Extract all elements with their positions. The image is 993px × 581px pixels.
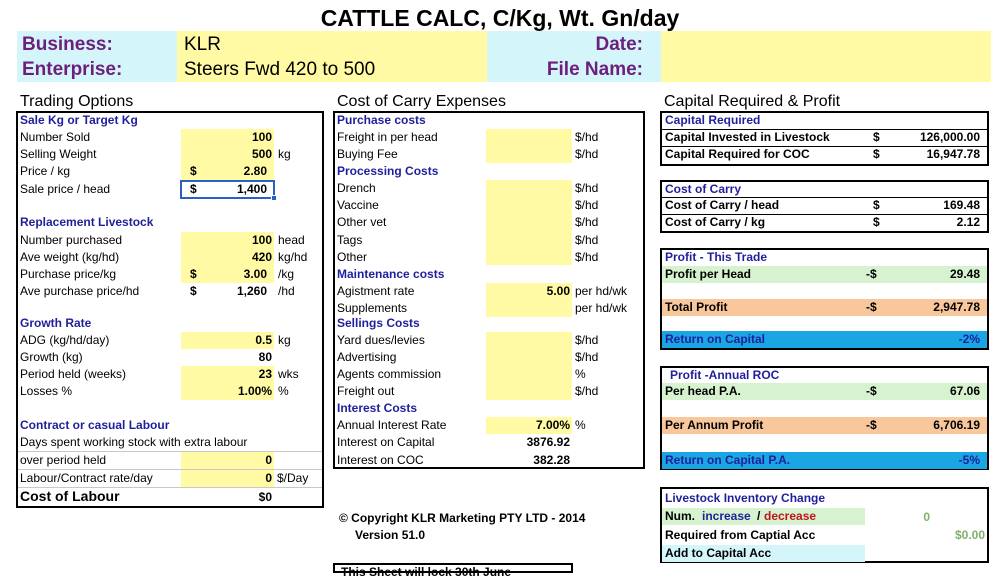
- price-kg-label: Price / kg: [20, 164, 71, 178]
- required-value: $0.00: [954, 528, 985, 542]
- agistment-unit: per hd/wk: [575, 284, 628, 298]
- price-kg-input[interactable]: 2.80: [243, 164, 267, 178]
- period-unit: wks: [278, 367, 299, 381]
- sale-head-value: 1,400: [236, 182, 267, 196]
- profit-annual-heading: Profit -Annual ROC: [670, 368, 780, 382]
- drench-unit: $/hd: [575, 181, 599, 195]
- carry-head-label: Cost of Carry / head: [665, 198, 780, 212]
- purchase-price-unit: /kg: [278, 267, 295, 281]
- inventory-heading: Livestock Inventory Change: [665, 491, 826, 505]
- buying-fee-unit: $/hd: [575, 147, 599, 161]
- business-value[interactable]: KLR: [184, 34, 221, 55]
- other-vet-unit: $/hd: [575, 215, 599, 229]
- yard-label: Yard dues/levies: [337, 333, 425, 347]
- coc-capital-label: Capital Required for COC: [665, 147, 810, 161]
- capital-profit-heading: Capital Required & Profit: [664, 93, 841, 110]
- add-capital-label: Add to Capital Acc: [665, 546, 772, 560]
- purchase-price-currency: $: [190, 267, 197, 281]
- carry-kg-currency: $: [873, 215, 880, 229]
- agents-label: Agents commission: [337, 367, 442, 381]
- replacement-heading: Replacement Livestock: [20, 215, 154, 229]
- interest-capital-label: Interest on Capital: [337, 435, 435, 449]
- date-field[interactable]: [661, 33, 989, 56]
- number-sold-input[interactable]: 100: [251, 130, 272, 144]
- adg-label: ADG (kg/hd/day): [20, 333, 110, 347]
- purchase-price-label: Purchase price/kg: [20, 267, 117, 281]
- selling-weight-label: Selling Weight: [20, 147, 97, 161]
- vaccine-label: Vaccine: [337, 198, 379, 212]
- inventory-num-value: 0: [923, 510, 930, 524]
- tags-unit: $/hd: [575, 233, 599, 247]
- coc-capital-currency: $: [873, 147, 880, 161]
- cost-labour-value: $0: [258, 490, 272, 504]
- number-purchased-input[interactable]: 100: [251, 233, 272, 247]
- per-head-pa-currency: -$: [866, 384, 877, 398]
- losses-unit: %: [278, 384, 289, 398]
- page-title: CATTLE CALC, C/Kg, Wt. Gn/day: [320, 5, 680, 31]
- growth-value: 80: [258, 350, 272, 364]
- total-profit-label: Total Profit: [665, 300, 728, 314]
- carry-head-currency: $: [873, 198, 880, 212]
- growth-heading: Growth Rate: [20, 316, 92, 330]
- agents-input[interactable]: [486, 366, 572, 383]
- ave-purchase-label: Ave purchase price/hd: [20, 284, 140, 298]
- ave-purchase-unit: /hd: [278, 284, 295, 298]
- period-label: Period held (weeks): [20, 367, 127, 381]
- date-label: Date:: [595, 34, 643, 55]
- profit-trade-heading: Profit - This Trade: [665, 250, 768, 264]
- other-vet-input[interactable]: [486, 214, 572, 231]
- profit-head-label: Profit per Head: [665, 267, 752, 281]
- number-purchased-unit: head: [278, 233, 305, 247]
- carry-kg-label: Cost of Carry / kg: [665, 215, 766, 229]
- ave-weight-input[interactable]: 420: [251, 250, 272, 264]
- annual-rate-unit: %: [575, 418, 586, 432]
- tags-label: Tags: [337, 233, 363, 247]
- interest-capital-value: 3876.92: [526, 435, 570, 449]
- price-kg-currency: $: [190, 164, 197, 178]
- drench-input[interactable]: [486, 180, 572, 197]
- advertising-input[interactable]: [486, 349, 572, 366]
- buying-fee-label: Buying Fee: [337, 147, 398, 161]
- tags-input[interactable]: [486, 232, 572, 249]
- number-sold-label: Number Sold: [20, 130, 91, 144]
- freight-in-label: Freight in per head: [337, 130, 438, 144]
- losses-label: Losses %: [20, 384, 73, 398]
- filename-field[interactable]: [661, 58, 989, 81]
- supplements-unit: per hd/wk: [575, 301, 628, 315]
- total-profit-currency: -$: [866, 300, 877, 314]
- yard-unit: $/hd: [575, 333, 599, 347]
- interest-heading: Interest Costs: [337, 401, 418, 415]
- business-label: Business:: [22, 34, 113, 55]
- freight-out-label: Freight out: [337, 384, 395, 398]
- profit-head-value: 29.48: [949, 267, 980, 281]
- inventory-slash: /: [757, 509, 761, 523]
- cost-of-carry-heading: Cost of Carry Expenses: [337, 93, 506, 110]
- advertising-label: Advertising: [337, 350, 397, 364]
- purchase-price-input[interactable]: 3.00: [243, 267, 267, 281]
- sale-head-label: Sale price / head: [20, 182, 111, 196]
- ave-weight-label: Ave weight (kg/hd): [20, 250, 120, 264]
- sellings-heading: Sellings Costs: [337, 316, 420, 330]
- annual-rate-label: Annual Interest Rate: [337, 418, 447, 432]
- roc-pa-label: Return on Capital P.A.: [665, 453, 791, 467]
- drench-label: Drench: [337, 181, 376, 195]
- annual-rate-input[interactable]: 7.00%: [535, 418, 570, 432]
- capital-required-heading: Capital Required: [665, 113, 761, 127]
- profit-head-currency: -$: [866, 267, 877, 281]
- ave-weight-unit: kg/hd: [278, 250, 308, 264]
- period-input[interactable]: 23: [258, 367, 272, 381]
- freight-out-input[interactable]: [486, 383, 572, 400]
- losses-input[interactable]: 1.00%: [237, 384, 272, 398]
- freight-out-unit: $/hd: [575, 384, 599, 398]
- inventory-increase-label: increase: [702, 509, 751, 523]
- cost-carry-heading: Cost of Carry: [665, 182, 742, 196]
- roc-label: Return on Capital: [665, 332, 766, 346]
- invested-currency: $: [873, 130, 880, 144]
- supplements-input[interactable]: [486, 300, 572, 317]
- number-purchased-label: Number purchased: [20, 233, 123, 247]
- ave-purchase-value: 1,260: [236, 284, 267, 298]
- interest-coc-label: Interest on COC: [337, 453, 424, 467]
- labour-rate-input[interactable]: 0: [265, 471, 272, 485]
- invested-label: Capital Invested in Livestock: [665, 130, 830, 144]
- per-annum-value: 6,706.19: [933, 418, 980, 432]
- total-profit-value: 2,947.78: [933, 300, 980, 314]
- yard-input[interactable]: [486, 332, 572, 349]
- invested-value: 126,000.00: [919, 130, 980, 144]
- interest-coc-value: 382.28: [533, 453, 570, 467]
- other-unit: $/hd: [575, 250, 599, 264]
- adg-unit: kg: [278, 333, 291, 347]
- agistment-label: Agistment rate: [337, 284, 415, 298]
- over-period-input[interactable]: 0: [265, 453, 272, 467]
- enterprise-label: Enterprise:: [22, 59, 123, 80]
- growth-label: Growth (kg): [20, 350, 83, 364]
- labour-heading: Contract or casual Labour: [20, 418, 170, 432]
- selling-weight-input[interactable]: 500: [251, 147, 272, 161]
- advertising-unit: $/hd: [575, 350, 599, 364]
- processing-heading: Processing Costs: [337, 164, 439, 178]
- vaccine-input[interactable]: [486, 197, 572, 214]
- agents-unit: %: [575, 367, 586, 381]
- lock-notice-box: [333, 563, 573, 579]
- lock-notice-text: This Sheet will lock 30th June: [341, 565, 512, 579]
- other-label: Other: [337, 250, 368, 264]
- selling-weight-unit: kg: [278, 147, 291, 161]
- over-period-label: over period held: [20, 453, 107, 467]
- carry-head-value: 169.48: [943, 198, 980, 212]
- labour-rate-label: Labour/Contract rate/day: [20, 471, 153, 485]
- per-head-pa-value: 67.06: [949, 384, 980, 398]
- vaccine-unit: $/hd: [575, 198, 599, 212]
- purchase-costs-heading: Purchase costs: [337, 113, 426, 127]
- buying-fee-input[interactable]: [486, 146, 572, 163]
- other-vet-label: Other vet: [337, 215, 387, 229]
- enterprise-value[interactable]: Steers Fwd 420 to 500: [184, 59, 376, 80]
- labour-rate-unit: $/Day: [277, 471, 309, 485]
- maintenance-heading: Maintenance costs: [337, 267, 445, 281]
- version-text: Version 51.0: [355, 528, 426, 542]
- sale-heading: Sale Kg or Target Kg: [20, 113, 138, 127]
- days-label: Days spent working stock with extra labour: [20, 435, 248, 449]
- per-head-pa-label: Per head P.A.: [665, 384, 741, 398]
- freight-in-unit: $/hd: [575, 130, 599, 144]
- cell-fill-handle[interactable]: [271, 195, 277, 201]
- cost-labour-label: Cost of Labour: [20, 488, 120, 504]
- per-annum-currency: -$: [866, 418, 877, 432]
- inventory-num-label: Num.: [665, 509, 695, 523]
- copyright-text: © Copyright KLR Marketing PTY LTD - 2014: [339, 511, 586, 525]
- agistment-input[interactable]: 5.00: [546, 284, 570, 298]
- carry-kg-value: 2.12: [956, 215, 980, 229]
- coc-capital-value: 16,947.78: [926, 147, 980, 161]
- freight-in-input[interactable]: [486, 129, 572, 146]
- sale-head-currency: $: [190, 182, 197, 196]
- ave-purchase-currency: $: [190, 284, 197, 298]
- required-label: Required from Captial Acc: [665, 528, 816, 542]
- inventory-decrease-label: decrease: [764, 509, 817, 523]
- filename-label: File Name:: [546, 59, 643, 80]
- roc-value: -2%: [958, 332, 980, 346]
- other-input[interactable]: [486, 249, 572, 266]
- per-annum-label: Per Annum Profit: [665, 418, 764, 432]
- adg-input[interactable]: 0.5: [255, 333, 272, 347]
- supplements-label: Supplements: [337, 301, 408, 315]
- roc-pa-value: -5%: [958, 453, 980, 467]
- trading-options-heading: Trading Options: [20, 93, 134, 110]
